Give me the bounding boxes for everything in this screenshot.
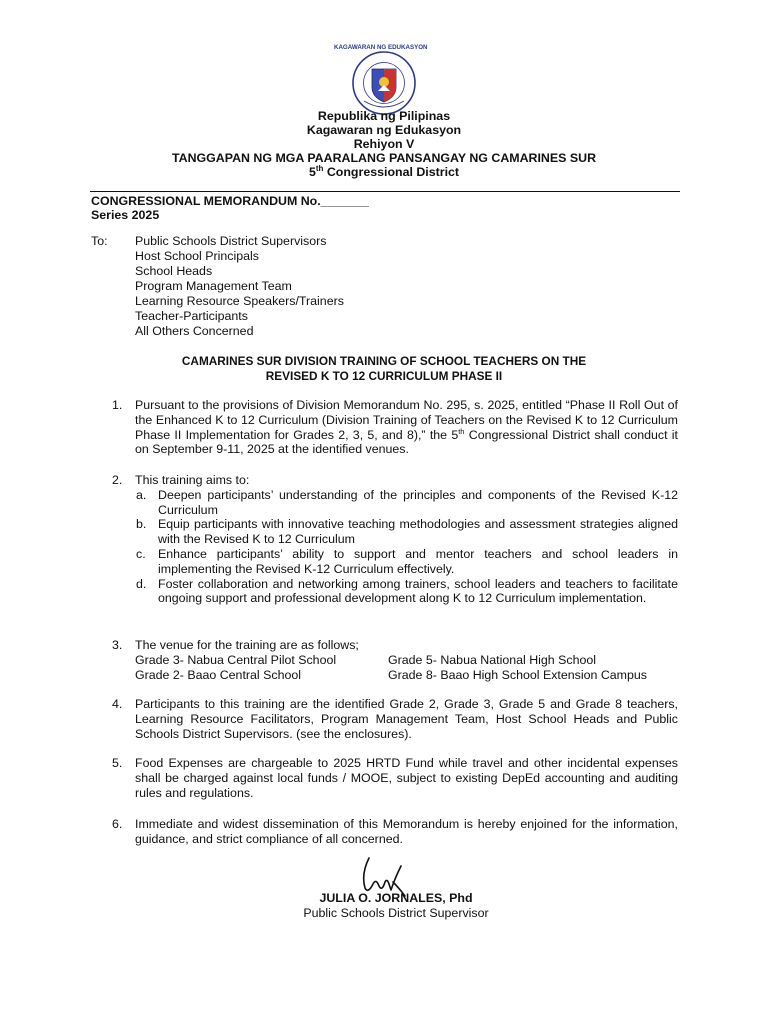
- recipients-list: [135, 234, 435, 339]
- header-republic: Republika ng Pilipinas: [317, 109, 451, 123]
- seal-text: KAGAWARAN NG EDUKASYON: [334, 44, 428, 51]
- paragraph-text: Food Expenses are chargeable to 2025 HRTD Fund while travel and other incidental expenses shall be charged against local funds / MOOE, subject to existing DepEd accounting and auditing rules and regulations.: [135, 756, 678, 800]
- venue-item: Grade 5- Nabua National High School: [388, 652, 597, 667]
- header-region: Rehiyon V: [353, 137, 415, 151]
- recipient-item: Host School Principals: [135, 249, 259, 263]
- venue-item: Grade 8- Baao High School Extension Campus: [388, 667, 647, 682]
- letterhead: [0, 109, 768, 179]
- recipient-item: Learning Resource Speakers/Trainers: [135, 294, 344, 308]
- paragraph-number: 5.: [112, 756, 123, 770]
- memo-number-block: [91, 194, 369, 222]
- objective-letter: c.: [136, 546, 146, 561]
- objective-text: Foster collaboration and networking among trainers, school leaders and teachers to facilitate ongoing support and professional development along K to 12 Curriculum implementation.: [158, 576, 678, 606]
- paragraph-text: Pursuant to the provisions of Division Memorandum No. 295, s. 2025, entitled “Phase II Roll Out of the Enhanced K to 12 Curriculum (Division Training of Teachers on the Revised K to 12 Curriculum Phase II Implementation for Grades 2, 3, 5, and 8),” the 5th Congressional District shall conduct it on September 9-11, 2025 at the identified venues.: [135, 398, 678, 457]
- recipient-item: Public Schools District Supervisors: [135, 234, 327, 248]
- signatory-block: [0, 891, 768, 921]
- paragraph-text: Immediate and widest dissemination of this Memorandum is hereby enjoined for the information, guidance, and strict compliance of all concerned.: [135, 817, 678, 846]
- signatory-title: Public Schools District Supervisor: [303, 906, 489, 920]
- to-label: To:: [91, 234, 108, 248]
- paragraph-3: [112, 638, 678, 682]
- subject-line-1: CAMARINES SUR DIVISION TRAINING OF SCHOOL TEACHERS ON THE: [181, 354, 587, 368]
- objective-item: [136, 577, 678, 607]
- paragraph-number: 1.: [112, 398, 123, 412]
- deped-seal-icon: [334, 44, 434, 115]
- recipient-item: All Others Concerned: [135, 324, 254, 338]
- objective-text: Enhance participants’ ability to support and mentor teachers and school leaders in implementing the Revised K-12 Curriculum effectively.: [158, 546, 678, 576]
- venue-item: Grade 2- Baao Central School: [135, 667, 301, 682]
- paragraph-number: 6.: [112, 817, 123, 831]
- recipient-item: Teacher-Participants: [135, 309, 248, 323]
- objective-letter: b.: [136, 517, 147, 532]
- venue-item: Grade 3- Nabua Central Pilot School: [135, 652, 337, 667]
- paragraph-6: [112, 817, 678, 847]
- signatory-name: JULIA O. JORNALES, Phd: [319, 891, 473, 905]
- memo-subject: [0, 354, 768, 384]
- paragraph-intro: The venue for the training are as follows;: [135, 638, 359, 652]
- memo-series: Series 2025: [91, 208, 160, 222]
- venue-list: [135, 653, 678, 683]
- recipient-item: School Heads: [135, 264, 213, 278]
- paragraph-1: [112, 398, 678, 457]
- paragraph-number: 3.: [112, 638, 123, 652]
- recipient-item: Program Management Team: [135, 279, 292, 293]
- paragraph-text: Participants to this training are the identified Grade 2, Grade 3, Grade 5 and Grade 8 teachers, Learning Resource Facilitators, Program Management Team, Host School Heads and Public Schools District Supervisors. (see the enclosures).: [135, 697, 678, 741]
- paragraph-5: [112, 756, 678, 800]
- objective-item: [136, 517, 678, 547]
- subject-line-2: REVISED K TO 12 CURRICULUM PHASE II: [265, 369, 503, 383]
- paragraph-intro: This training aims to:: [135, 473, 250, 487]
- paragraph-2: [112, 473, 678, 606]
- objective-item: [136, 488, 678, 518]
- header-department: Kagawaran ng Edukasyon: [306, 123, 462, 137]
- memo-number: CONGRESSIONAL MEMORANDUM No._______: [91, 194, 369, 208]
- objective-text: Equip participants with innovative teaching methodologies and assessment strategies aligned with the Revised K to 12 Curriculum: [158, 517, 678, 547]
- paragraph-4: [112, 697, 678, 741]
- paragraph-number: 4.: [112, 697, 123, 711]
- objective-letter: d.: [136, 576, 147, 591]
- header-district: 5th Congressional District: [308, 163, 460, 179]
- header-division-office: TANGGAPAN NG MGA PAARALANG PANSANGAY NG CAMARINES SUR: [171, 151, 597, 165]
- paragraph-number: 2.: [112, 473, 123, 487]
- objective-text: Deepen participants’ understanding of the principles and components of the Revised K-12 Curriculum: [158, 487, 678, 517]
- objective-item: [136, 547, 678, 577]
- objective-letter: a.: [136, 487, 147, 502]
- header-divider: [90, 191, 680, 192]
